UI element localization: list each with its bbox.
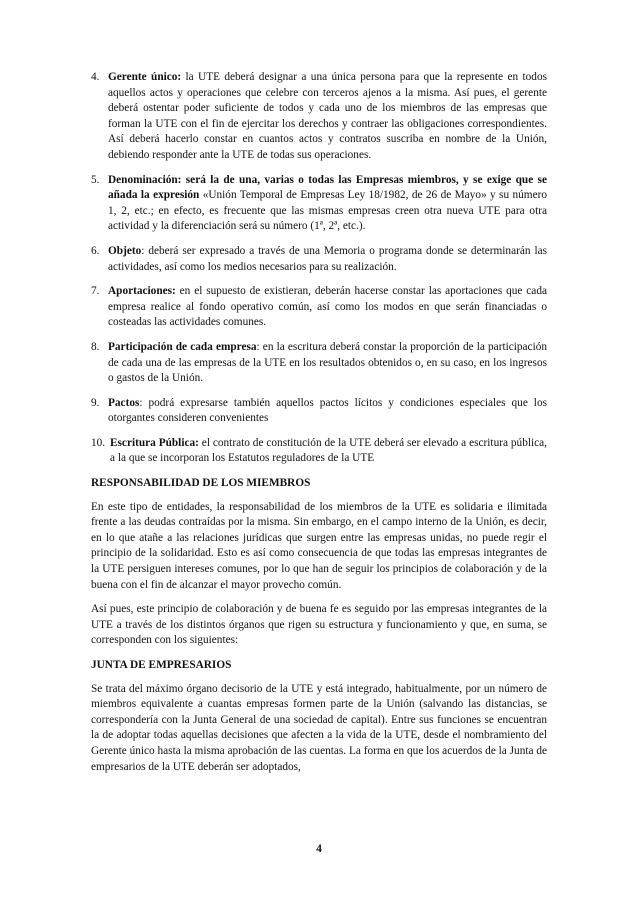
list-item-title: Objeto — [108, 244, 142, 257]
page-content — [91, 70, 547, 784]
list-item — [91, 173, 547, 235]
list-item-title: Participación de cada empresa — [108, 340, 257, 353]
list-item-number: 8. — [91, 340, 100, 353]
list-item-number: 10. — [91, 436, 106, 449]
paragraph: En este tipo de entidades, la responsabilidad de los miembros de la UTE es solidaria e ilimitada frente a las deudas contraídas por la misma. Sin embargo, en el campo interno de la Unión, es decir, en lo que atañe a las relaciones jurídicas que surgen entre las empresas unidas, no puede regir el principio de la solidaridad. Esto es así como consecuencia de que todas las empresas integrantes de la UTE persiguen intereses comunes, por lo que han de seguir los principios de colaboración y de la buena con el fin de alcanzar el mayor provecho común. — [91, 500, 547, 591]
list-item-body — [108, 244, 547, 275]
list-item-body — [108, 340, 547, 387]
paragraph: Se trata del máximo órgano decisorio de la UTE y está integrado, habitualmente, por un número de miembros equivalente a cuantas empresas formen parte de la Unión (salvando las distancias, se correspondería con la Junta General de una sociedad de capital). Entre sus funciones se encuentran la de adoptar todas aquellas decisiones que afecten a la vida de la UTE, desde el nombramiento del Gerente único hasta la misma aprobación de las cuentas. La forma en que los acuerdos de la Junta de empresarios de la UTE deberán ser adoptados, — [91, 682, 547, 773]
list-item-body — [108, 173, 547, 235]
section-heading: JUNTA DE EMPRESARIOS — [91, 659, 232, 671]
list-item-body — [108, 284, 547, 331]
list-item-number: 5. — [91, 173, 100, 186]
list-item — [91, 396, 547, 427]
list-item-title: Escritura Pública: — [110, 436, 199, 449]
list-item-text: el contrato de constitución de la UTE deberá ser elevado a escritura pública, a la que se incorporan los Estatutos reguladores de la UTE — [110, 436, 547, 465]
section-heading: RESPONSABILIDAD DE LOS MIEMBROS — [91, 477, 311, 490]
list-item — [91, 436, 547, 467]
list-item-number: 9. — [91, 396, 100, 409]
list-item — [91, 340, 547, 387]
list-item-text: : en la escritura deberá constar la proporción de la participación de cada una de las empresas de la UTE en los resultados obtenidos o, en su caso, en los ingresos o gastos de la Unión. — [108, 340, 548, 385]
list-item-number: 6. — [91, 244, 100, 257]
list-item-body — [108, 70, 547, 164]
list-item-number: 7. — [91, 285, 100, 298]
list-item-body — [110, 436, 547, 467]
list-item — [91, 284, 547, 331]
paragraph: Así pues, este principio de colaboración y de buena fe es seguido por las empresas integrantes de la UTE a través de los distintos órganos que rigen su estructura y funcionamiento y que, en suma, se corresponden con los siguientes: — [91, 603, 547, 647]
list-item-text: «Unión Temporal de Empresas Ley 18/1982, de 26 de Mayo» y su número 1, 2, etc.; en efecto, es frecuente que las mismas empresas creen otra nueva UTE para otra actividad y la diferenciación será su número (1ª, 2ª, etc.). — [108, 189, 547, 233]
list-item-text: la UTE deberá designar a una única persona para que la represente en todos aquellos actos y operaciones que celebre con terceros ajenos a la misma. Así pues, el gerente deberá ostentar poder suficiente de todos y cada uno de los miembros de las empresas que forman la UTE con el fin de ejercitar los derechos y contraer las obligaciones correspondientes. Así deberá hacerlo constar en cuantos actos y contratos suscriba en nombre de la Unión, debiendo responder ante la UTE de todas sus operaciones. — [108, 71, 547, 161]
list-item-title: Gerente único: — [108, 71, 182, 83]
list-item-number: 4. — [91, 71, 100, 83]
page-number: 4 — [316, 843, 322, 855]
list-item-title: Aportaciones: — [108, 285, 176, 298]
list-item-title: Denominación: será la de una, varias o todas las Empresas miembros, y se exige que se añada la expresión — [108, 173, 547, 202]
list-item-title: Pactos — [108, 396, 140, 409]
list-item-text: en el supuesto de existieran, deberán hacerse constar las aportaciones que cada empresa realice al fondo operativo común, así como los modos en que serán financiadas o costeadas las actividades comunes. — [108, 285, 547, 329]
list-item-text: : deberá ser expresado a través de una Memoria o programa donde se determinarán las actividades, así como los medios necesarios para su realización. — [108, 244, 547, 273]
list-item — [91, 70, 547, 164]
list-item-text: : podrá expresarse también aquellos pactos lícitos y condiciones especiales que los otorgantes consideren convenientes — [108, 396, 547, 425]
list-item — [91, 244, 547, 275]
list-item-body — [108, 396, 547, 427]
